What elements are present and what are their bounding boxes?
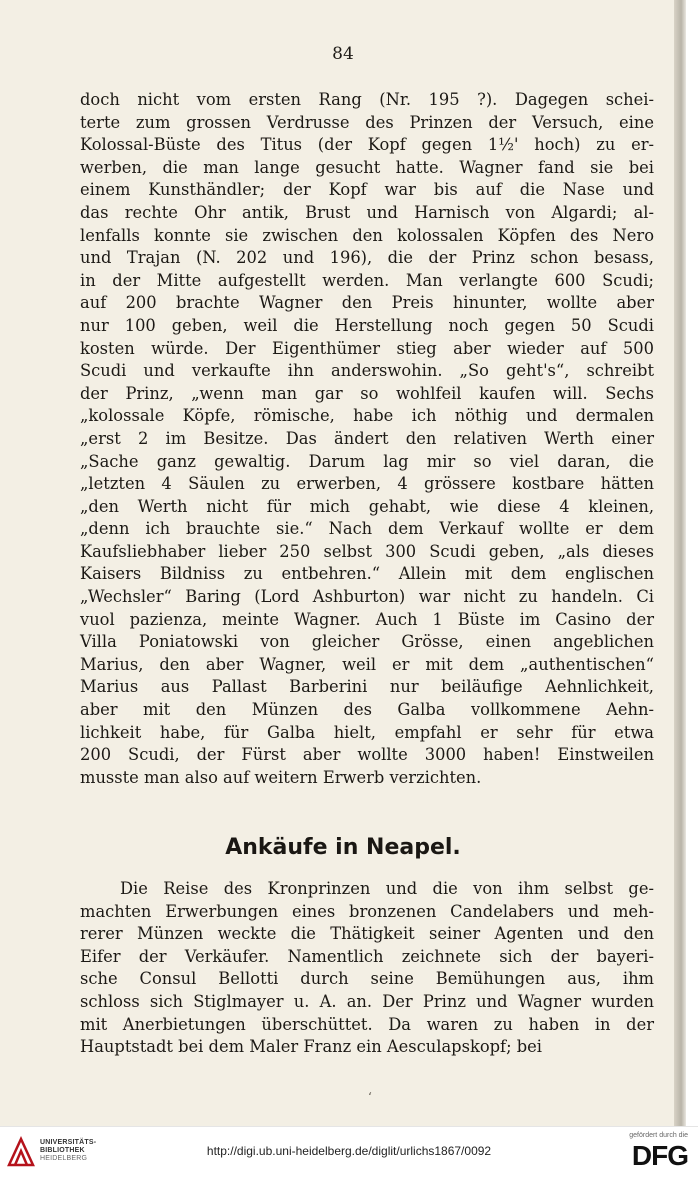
library-name-line-1: UNIVERSITÄTS-	[40, 1139, 97, 1146]
dfg-logo: DFG	[631, 1140, 688, 1171]
text-line: einem Kunsthändler; der Kopf war bis auf die Nase und	[80, 180, 654, 200]
text-line: „letzten 4 Säulen zu erwerben, 4 grössere kostbare hätten	[80, 474, 654, 494]
text-line: Villa Poniatowski von gleicher Grösse, einen angeblichen	[80, 632, 654, 652]
text-line: „kolossale Köpfe, römische, habe ich nöthig und dermalen	[80, 406, 654, 426]
footer-bar	[0, 1126, 698, 1179]
text-line: werben, die man lange gesucht hatte. Wagner fand sie bei	[80, 157, 654, 177]
paragraph-1	[80, 89, 654, 789]
text-line: Kaisers Bildniss zu entbehren.“ Allein mit dem englischen	[80, 564, 654, 584]
text-line: „erst 2 im Besitze. Das ändert den relativen Werth einer	[80, 428, 654, 448]
text-line: rerer Münzen weckte die Thätigkeit seiner Agenten und den	[80, 924, 654, 944]
stray-mark: ʻ	[368, 1090, 372, 1104]
text-line: Kolossal-Büste des Titus (der Kopf gegen 1½' hoch) zu er-	[80, 135, 654, 155]
library-name-line-2: BIBLIOTHEK	[40, 1147, 85, 1154]
text-line: Kaufsliebhaber lieber 250 selbst 300 Scudi geben, „als dieses	[80, 541, 654, 561]
page-edge	[674, 0, 686, 1126]
text-line: auf 200 brachte Wagner den Preis hinunter, wollte aber	[80, 293, 654, 313]
text-line: nur 100 geben, weil die Herstellung noch gegen 50 Scudi	[80, 315, 654, 335]
text-line: doch nicht vom ersten Rang (Nr. 195 ?). Dagegen schei-	[80, 90, 654, 109]
text-line: 200 Scudi, der Fürst aber wollte 3000 haben! Einstweilen	[80, 745, 654, 765]
text-line: Die Reise des Kronprinzen und die von ihm selbst ge-	[120, 879, 654, 898]
text-line: das rechte Ohr antik, Brust und Harnisch von Algardi; al-	[80, 202, 654, 222]
text-line: und Trajan (N. 202 und 196), die der Prinz schon besass,	[80, 248, 654, 268]
page-number: 84	[332, 44, 354, 64]
text-line: mit Anerbietungen überschüttet. Da waren zu haben in der	[80, 1014, 654, 1034]
text-line: Marius aus Pallast Barberini nur beiläufige Aehnlichkeit,	[80, 677, 654, 697]
text-line: schloss sich Stiglmayer u. A. an. Der Prinz und Wagner wurden	[80, 991, 654, 1011]
text-line: lenfalls konnte sie zwischen den kolossalen Köpfen des Nero	[80, 225, 654, 245]
text-line: „denn ich brauchte sie.“ Nach dem Verkauf wollte er dem	[80, 519, 654, 539]
text-line: machten Erwerbungen eines bronzenen Candelabers und meh-	[80, 901, 654, 921]
text-line: Scudi und verkaufte ihn anderswohin. „So geht's“, schreibt	[80, 361, 654, 381]
text-line: terte zum grossen Verdrusse des Prinzen der Versuch, eine	[80, 112, 654, 132]
text-line: Marius, den aber Wagner, weil er mit dem „authentischen“	[80, 654, 654, 674]
text-line: kosten würde. Der Eigenthümer stieg aber wieder auf 500	[80, 338, 654, 358]
text-line: musste man also auf weitern Erwerb verzichten.	[80, 767, 482, 787]
text-line: „Sache ganz gewaltig. Darum lag mir so viel daran, die	[80, 451, 654, 471]
text-line: lichkeit habe, für Galba hielt, empfahl er sehr für etwa	[80, 722, 654, 742]
text-line: „Wechsler“ Baring (Lord Ashburton) war nicht zu handeln. Ci	[80, 587, 654, 607]
permalink-url[interactable]: http://digi.ub.uni-heidelberg.de/diglit/urlichs1867/0092	[206, 1144, 492, 1158]
paragraph-2	[80, 878, 654, 1059]
text-line: in der Mitte aufgestellt werden. Man verlangte 600 Scudi;	[80, 270, 654, 290]
funded-by-label: gefördert durch die	[629, 1132, 688, 1139]
section-heading: Ankäufe in Neapel.	[225, 835, 461, 860]
text-line: Hauptstadt bei dem Maler Franz ein Aesculapskopf; bei	[80, 1037, 543, 1057]
text-line: „den Werth nicht für mich gehabt, wie diese 4 kleinen,	[80, 496, 654, 516]
text-line: vuol pazienza, meinte Wagner. Auch 1 Büste im Casino der	[80, 609, 654, 629]
library-name-line-3: HEIDELBERG	[40, 1155, 88, 1162]
text-line: sche Consul Bellotti durch seine Bemühungen aus, ihm	[80, 969, 654, 989]
text-line: der Prinz, „wenn man gar so wohlfeil kaufen will. Sechs	[80, 383, 654, 403]
text-line: aber mit den Münzen des Galba vollkommene Aehn-	[80, 700, 654, 720]
text-line: Eifer der Verkäufer. Namentlich zeichnete sich der bayeri-	[80, 946, 654, 966]
